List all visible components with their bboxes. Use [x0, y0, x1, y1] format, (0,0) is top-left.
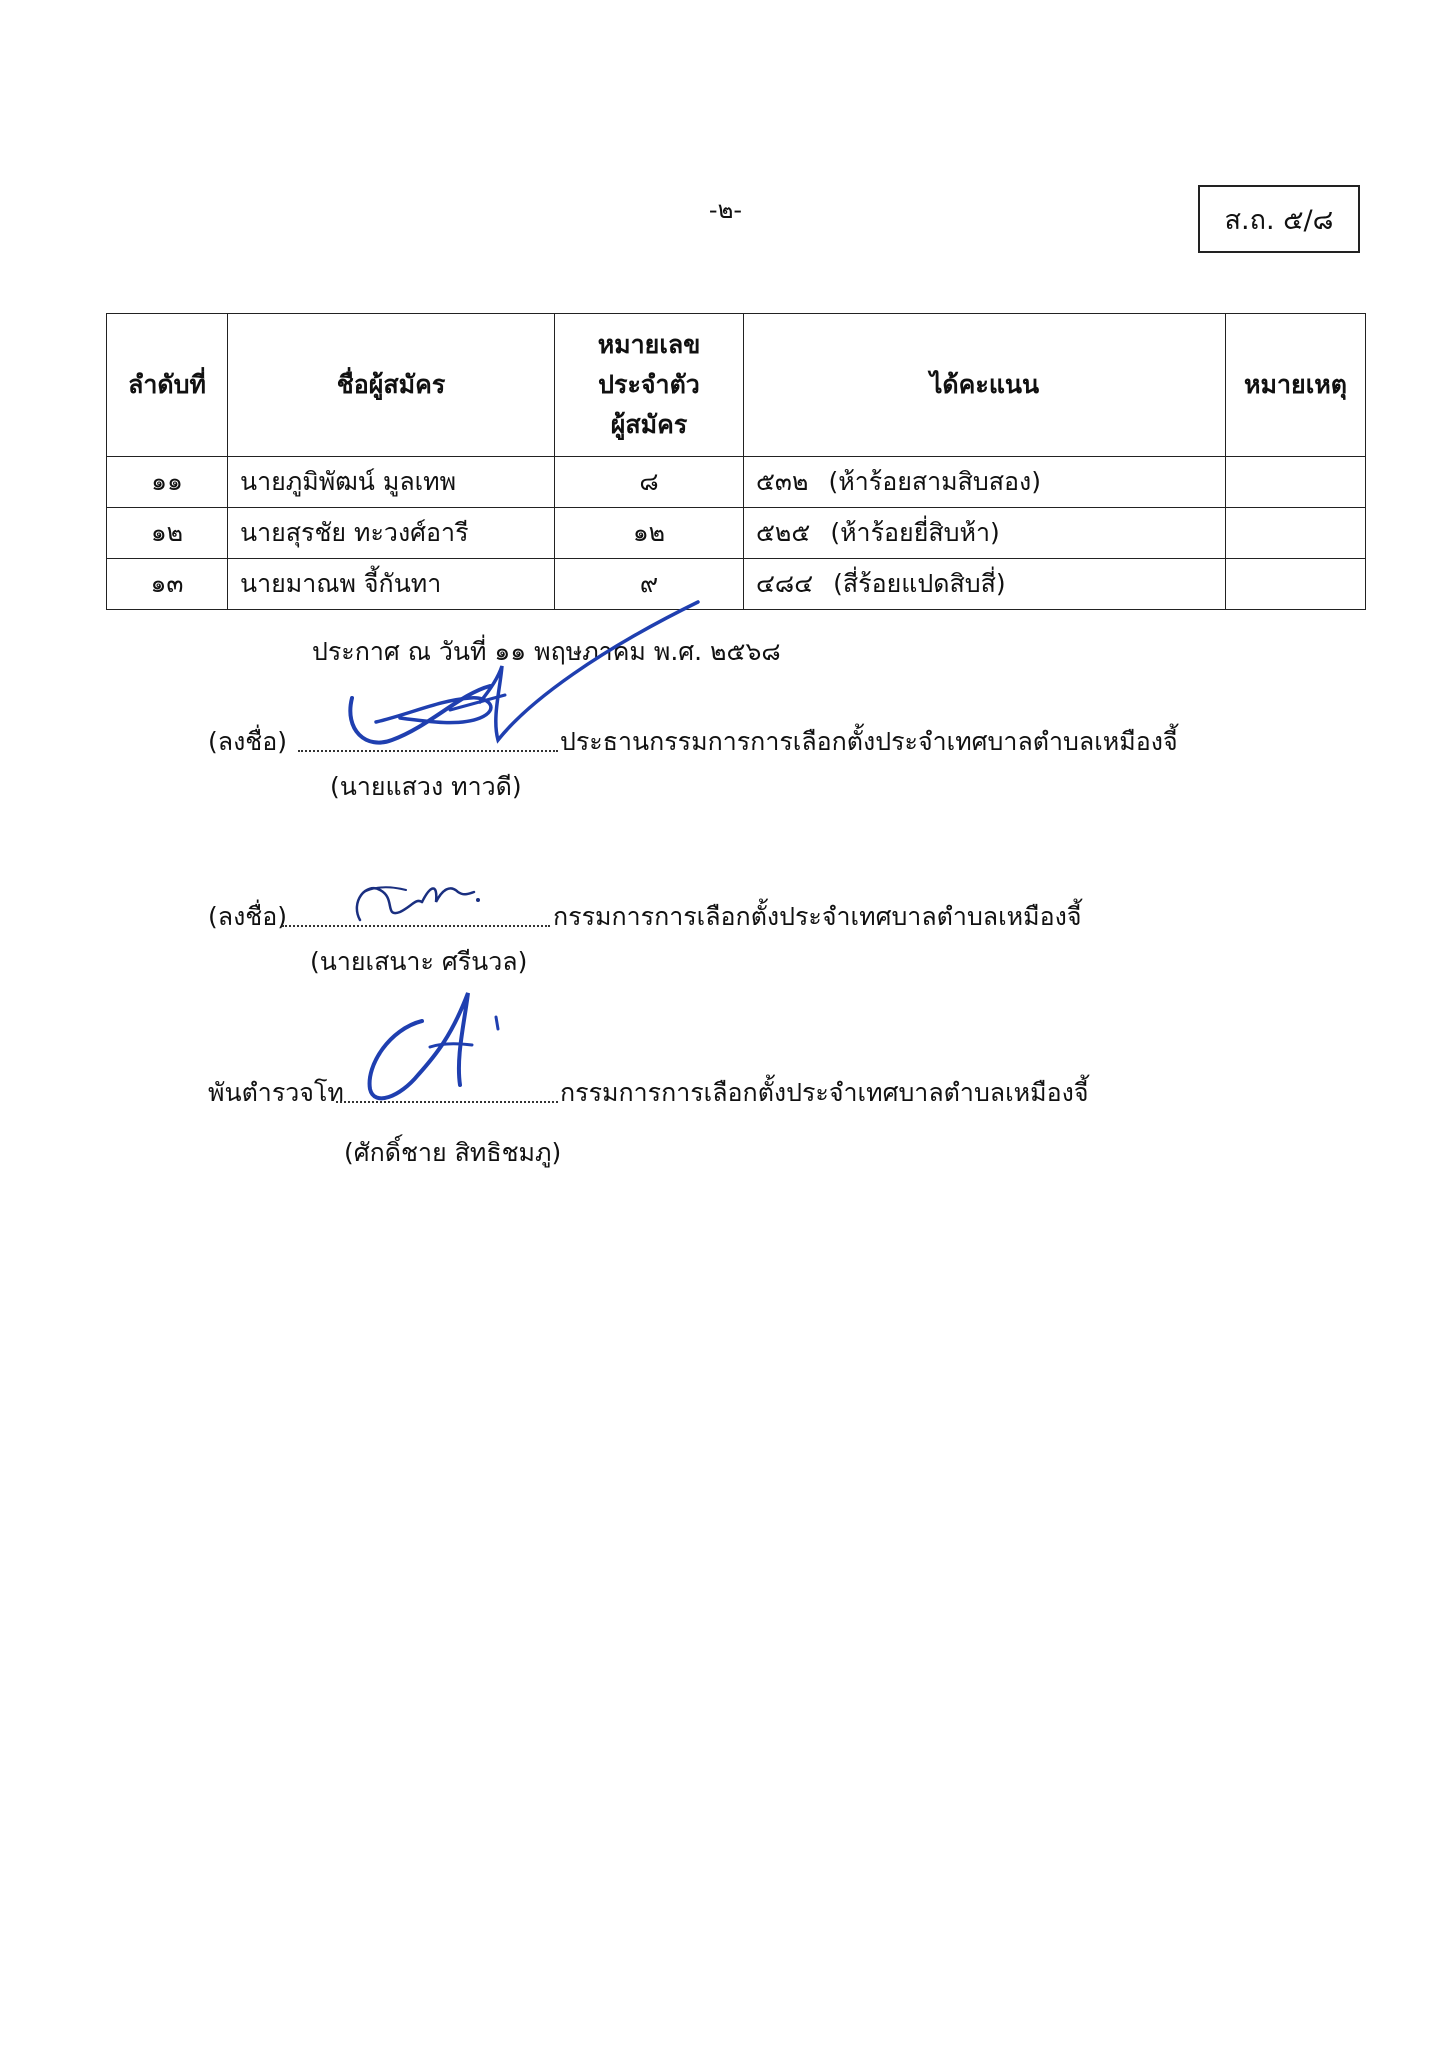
header-order: ลำดับที่ — [107, 314, 228, 457]
score-words: (สี่ร้อยแปดสิบสี่) — [833, 569, 1006, 598]
form-code-box: ส.ถ. ๕/๘ — [1198, 185, 1360, 253]
table-header-row — [107, 314, 1366, 457]
signature-1-handwriting — [340, 590, 710, 760]
header-remark: หมายเหตุ — [1226, 314, 1366, 457]
cell-name: นายภูมิพัฒน์ มูลเทพ — [228, 457, 555, 508]
signature-1-name: (นายแสวง ทาวดี) — [330, 772, 522, 801]
signature-2-prefix: (ลงชื่อ) — [208, 902, 288, 931]
cell-order: ๑๓ — [107, 559, 228, 610]
signature-3-name: (ศักดิ์ชาย สิทธิชมภู) — [344, 1138, 562, 1167]
header-number — [555, 314, 744, 457]
header-number-line1: หมายเลข — [597, 330, 701, 359]
header-score: ได้คะแนน — [744, 314, 1226, 457]
signature-2-role: กรรมการการเลือกตั้งประจำเทศบาลตำบลเหมืองจี้ — [553, 902, 1082, 931]
cell-number: ๙ — [555, 559, 744, 610]
header-number-line2: ประจำตัว — [598, 370, 700, 399]
cell-remark — [1226, 559, 1366, 610]
signature-2-handwriting — [346, 872, 486, 932]
signature-1-prefix: (ลงชื่อ) — [208, 727, 288, 756]
score-value: ๕๓๒ — [756, 467, 809, 496]
header-name: ชื่อผู้สมัคร — [228, 314, 555, 457]
cell-score — [744, 457, 1226, 508]
score-value: ๔๘๔ — [756, 569, 814, 598]
signature-3-prefix: พันตำรวจโท — [208, 1078, 344, 1107]
score-words: (ห้าร้อยยี่สิบห้า) — [830, 518, 1000, 547]
signature-3-handwriting — [360, 985, 510, 1110]
table-row — [107, 559, 1366, 610]
cell-order: ๑๑ — [107, 457, 228, 508]
cell-number: ๑๒ — [555, 508, 744, 559]
cell-name: นายสุรชัย ทะวงศ์อารี — [228, 508, 555, 559]
table-row — [107, 508, 1366, 559]
cell-score — [744, 508, 1226, 559]
cell-number: ๘ — [555, 457, 744, 508]
announcement-date: ประกาศ ณ วันที่ ๑๑ พฤษภาคม พ.ศ. ๒๕๖๘ — [312, 637, 781, 666]
cell-remark — [1226, 508, 1366, 559]
signature-3-role: กรรมการการเลือกตั้งประจำเทศบาลตำบลเหมืองจี้ — [560, 1078, 1089, 1107]
page-number: -๒- — [708, 196, 743, 224]
score-value: ๕๒๕ — [756, 518, 811, 547]
table-row — [107, 457, 1366, 508]
cell-name: นายมาณพ จี้กันทา — [228, 559, 555, 610]
cell-order: ๑๒ — [107, 508, 228, 559]
signature-2-name: (นายเสนาะ ศรีนวล) — [310, 947, 528, 976]
header-number-line3: ผู้สมัคร — [610, 410, 688, 439]
cell-score — [744, 559, 1226, 610]
score-words: (ห้าร้อยสามสิบสอง) — [828, 467, 1041, 496]
signature-1-role: ประธานกรรมการการเลือกตั้งประจำเทศบาลตำบลเหมืองจี้ — [560, 727, 1178, 756]
results-table — [106, 313, 1366, 610]
cell-remark — [1226, 457, 1366, 508]
